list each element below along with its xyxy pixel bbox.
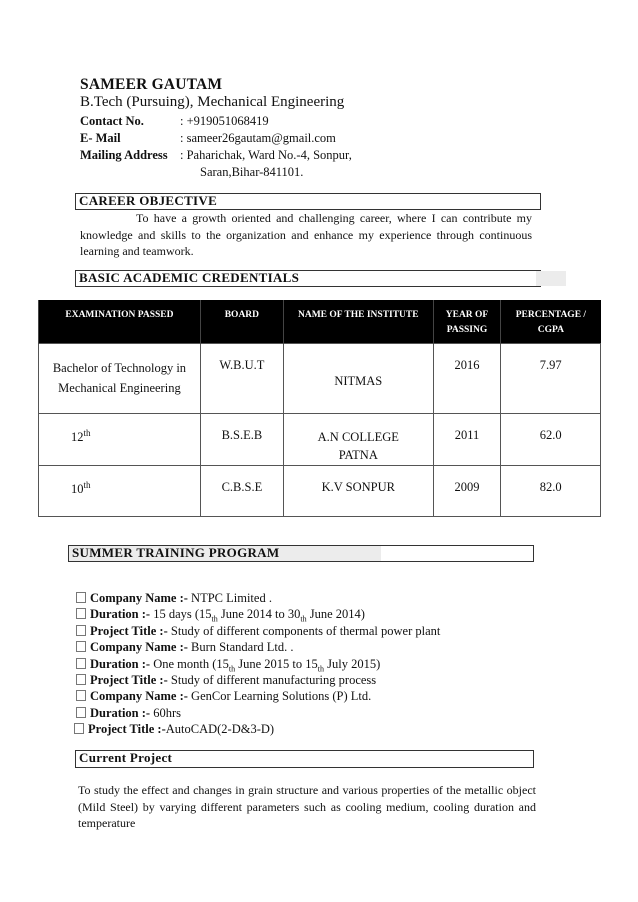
cell-institute: A.N COLLEGE PATNA [283,414,433,466]
academic-table [38,300,601,517]
list-item: Project Title :- Study of different components of thermal power plant [76,624,440,639]
bullet-box-icon [76,608,86,619]
contact-label: Contact No. [80,114,144,128]
list-item: Project Title :-AutoCAD(2-D&3-D) [74,722,274,737]
list-item: Duration :- One month ($15_{th}$ June 2015 to $15_{th}$ July 2015) [76,657,380,674]
table-row [39,344,601,414]
list-item: Duration :- 15 days ($15_{th}$ June 2014 to $30_{th}$ June 2014) [76,607,365,624]
address-line-1: : Paharichak, Ward No.-4, Sonpur, [180,148,352,162]
training-header [68,545,534,562]
table-row [39,414,601,466]
contact-value: : +919051068419 [180,114,269,128]
cell-exam: Bachelor of Technology in Mechanical Engineering [39,344,201,414]
cell-exam: 10th [39,466,201,517]
bullet-box-icon [74,723,84,734]
cell-exam: 12th [39,414,201,466]
email-label: E- Mail [80,131,121,145]
address-line-2: Saran,Bihar-841101. [200,165,304,179]
cell-institute: K.V SONPUR [283,466,433,517]
cell-percentage: 7.97 [501,344,601,414]
cell-year: 2016 [433,344,501,414]
cell-year: 2011 [433,414,501,466]
list-item: Company Name :- NTPC Limited . [76,591,272,606]
current-project-text: To study the effect and changes in grain structure and various properties of the metallic object (Mild Steel) by varying different parameters such as cooling medium, cooling duration and temperature [78,783,536,830]
training-title: SUMMER TRAINING PROGRAM [72,545,280,560]
cell-board: W.B.U.T [200,344,283,414]
header-exam: EXAMINATION PASSED [39,300,201,344]
bullet-box-icon [76,674,86,685]
address-label: Mailing Address [80,148,168,162]
academic-header [75,270,541,287]
bullet-box-icon [76,658,86,669]
bullet-box-icon [76,625,86,636]
list-item: Duration :- 60hrs [76,706,181,721]
list-item: Company Name :- GenCor Learning Solutions (P) Ltd. [76,689,371,704]
list-item: Company Name :- Burn Standard Ltd. . [76,640,293,655]
bullet-box-icon [76,707,86,718]
list-item: Project Title :- Study of different manufacturing process [76,673,376,688]
bullet-box-icon [76,592,86,603]
table-row [39,466,601,517]
academic-title: BASIC ACADEMIC CREDENTIALS [79,270,300,285]
candidate-name: SAMEER GAUTAM [80,76,223,93]
cell-board: C.B.S.E [200,466,283,517]
email-value: : sameer26gautam@gmail.com [180,131,336,145]
current-project-header [75,750,534,768]
career-objective-text: To have a growth oriented and challenging career, where I can contribute my knowledge and skills to the organization and enhance my experience through continuous learning and teamwork. [80,211,532,258]
current-project-title: Current Project [79,750,173,765]
cell-percentage: 82.0 [501,466,601,517]
cell-board: B.S.E.B [200,414,283,466]
bullet-box-icon [76,690,86,701]
cell-year: 2009 [433,466,501,517]
table-header-row [39,300,601,344]
header-percentage: PERCENTAGE / CGPA [501,300,601,344]
cell-percentage: 62.0 [501,414,601,466]
career-objective-header [75,193,541,210]
header-year: YEAR OF PASSING [433,300,501,344]
candidate-degree: B.Tech (Pursuing), Mechanical Engineering [80,94,345,110]
career-objective-title: CAREER OBJECTIVE [79,193,218,208]
bullet-box-icon [76,641,86,652]
header-board: BOARD [200,300,283,344]
header-institute: NAME OF THE INSTITUTE [283,300,433,344]
cell-institute: NITMAS [283,344,433,414]
